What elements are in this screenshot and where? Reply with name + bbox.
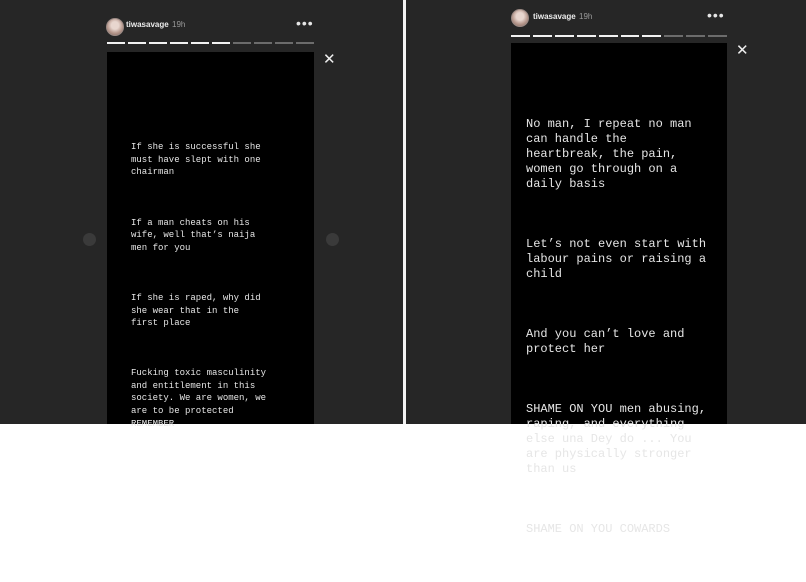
- avatar[interactable]: [106, 18, 124, 36]
- progress-segment: [686, 35, 705, 37]
- progress-segment: [170, 42, 188, 44]
- next-story-icon[interactable]: [326, 233, 339, 246]
- progress-segment: [107, 42, 125, 44]
- story-paragraph: SHAME ON YOU COWARDS: [526, 522, 671, 536]
- story-text: [526, 87, 731, 582]
- story-progress-bar: [107, 42, 314, 44]
- story-text: [131, 116, 311, 468]
- progress-segment: [149, 42, 167, 44]
- progress-segment: [533, 35, 552, 37]
- progress-segment: [708, 35, 727, 37]
- avatar[interactable]: [511, 9, 529, 27]
- story-card[interactable]: [511, 43, 727, 536]
- story-progress-bar: [511, 35, 727, 37]
- story-card[interactable]: [107, 52, 314, 429]
- progress-segment: [621, 35, 640, 37]
- story-paragraph: Fucking toxic masculinity and entitlement in this society. We are women, we are to be protected REMEMBER: [131, 368, 267, 429]
- story-viewer-left: [0, 0, 403, 429]
- progress-segment: [664, 35, 683, 37]
- progress-segment: [191, 42, 209, 44]
- previous-story-icon[interactable]: [83, 233, 96, 246]
- timestamp: 19h: [172, 20, 186, 29]
- progress-segment: [296, 42, 314, 44]
- more-options-icon[interactable]: •••: [707, 7, 725, 23]
- progress-segment: [577, 35, 596, 37]
- close-icon[interactable]: ✕: [736, 42, 749, 59]
- story-viewer-right: [406, 0, 806, 536]
- username[interactable]: tiwasavage: [533, 12, 576, 21]
- story-paragraph: And you can’t love and protect her: [526, 327, 685, 356]
- story-paragraph: No man, I repeat no man can handle the heartbreak, the pain, women go through on a daily basis: [526, 117, 692, 191]
- progress-segment: [233, 42, 251, 44]
- more-options-icon[interactable]: •••: [296, 15, 314, 31]
- story-paragraph: SHAME ON YOU men abusing, raping, and everything else una Dey do ... You are physically stronger than us: [526, 402, 707, 476]
- progress-segment: [254, 42, 272, 44]
- close-icon[interactable]: ✕: [323, 51, 336, 68]
- timestamp: 19h: [579, 12, 593, 21]
- progress-segment: [128, 42, 146, 44]
- progress-segment: [212, 42, 230, 44]
- story-paragraph: If she is successful she must have slept with one chairman: [131, 142, 261, 178]
- progress-segment: [511, 35, 530, 37]
- username[interactable]: tiwasavage: [126, 20, 169, 29]
- progress-segment: [599, 35, 618, 37]
- progress-segment: [275, 42, 293, 44]
- story-paragraph: If a man cheats on his wife, well that’s naija men for you: [131, 217, 256, 253]
- progress-segment: [555, 35, 574, 37]
- story-paragraph: Let’s not even start with labour pains or raising a child: [526, 237, 707, 281]
- story-paragraph: If she is raped, why did she wear that in the first place: [131, 292, 261, 329]
- progress-segment: [642, 35, 661, 37]
